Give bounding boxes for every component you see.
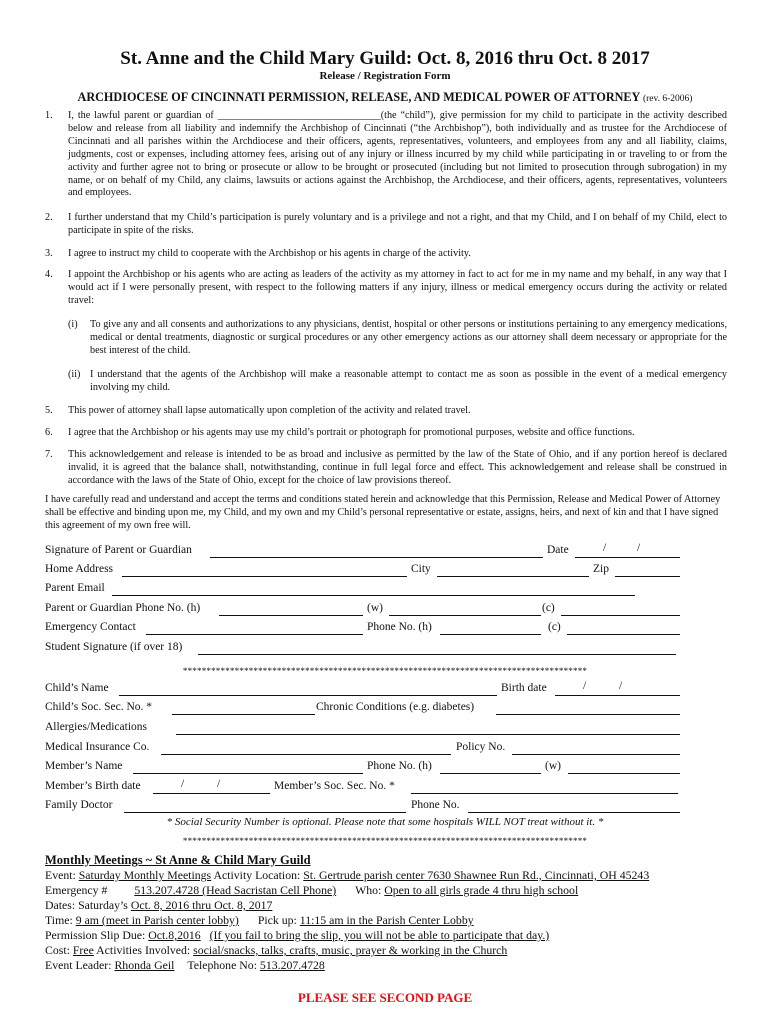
emergency-number-label: Emergency # xyxy=(45,883,108,897)
clause-4-i xyxy=(68,319,727,358)
child-name-row xyxy=(45,682,685,698)
members-ssn-label: Member’s Soc. Sec. No. * xyxy=(274,780,395,792)
emergency-contact-field[interactable] xyxy=(146,634,363,635)
members-birth-label: Member’s Birth date xyxy=(45,780,141,792)
childs-name-field[interactable] xyxy=(119,695,497,696)
clause-number: 3. xyxy=(45,248,53,259)
telephone-label: Telephone No: xyxy=(187,958,257,972)
leader-value: Rhonda Geil xyxy=(114,958,175,972)
clause-number: 1. xyxy=(45,110,53,121)
date-separator: / xyxy=(619,680,623,692)
allergies-row xyxy=(45,721,685,737)
insurance-field[interactable] xyxy=(161,754,451,755)
emergency-number-value: 513.207.4728 (Head Sacristan Cell Phone) xyxy=(134,883,337,897)
doctor-row xyxy=(45,799,685,815)
dates-row xyxy=(45,898,745,913)
event-row xyxy=(45,868,745,883)
clause-number: 7. xyxy=(45,449,53,460)
clause-text: I further understand that my Child’s participation is purely voluntary and is a privilege and not a right, and that my Child, and I on behalf of my Child, elect to participate in spite of the risks. xyxy=(68,212,727,236)
page-subtitle: Release / Registration Form xyxy=(319,70,451,82)
address-row xyxy=(45,563,685,579)
event-value: Saturday Monthly Meetings xyxy=(78,868,212,882)
chronic-conditions-field[interactable] xyxy=(496,714,680,715)
activities-value: social/snacks, talks, crafts, music, prayer & working in the Church xyxy=(193,943,508,957)
cost-value: Free xyxy=(72,943,94,957)
page-title: St. Anne and the Child Mary Guild: Oct. 8, 2016 thru Oct. 8 2017 xyxy=(120,48,650,69)
emergency-phone-c-label: (c) xyxy=(548,621,561,633)
clause-number: 5. xyxy=(45,405,53,416)
clause-text: This acknowledgement and release is intended to be as broad and inclusive as permitted by the law of the State of Ohio, and if any portion hereof is declared invalid, it is agreed that the balance shall, notwithstanding, continue in full legal force and effect. This acknowledgement and release shall be construed in accordance with the laws of the State of Ohio, except for the choice of law provisions thereof. xyxy=(68,449,727,486)
home-address-label: Home Address xyxy=(45,563,114,575)
parent-email-field[interactable] xyxy=(112,595,635,596)
time-row xyxy=(45,913,745,928)
clause-number: (ii) xyxy=(68,369,81,380)
clause-text: To give any and all consents and authorizations to any physicians, dentist, hospital or other persons or institutions pertaining to any emergency medications, medical or dental treatments, diagnostic or surgical procedures or any other emergency actions as our attorney shall deem necessary or appropriate for the best interest of the child. xyxy=(90,319,727,356)
member-phone-h-field[interactable] xyxy=(440,773,541,774)
who-label: Who: xyxy=(355,883,382,897)
clause-7 xyxy=(45,449,727,488)
student-signature-label: Student Signature (if over 18) xyxy=(45,641,183,653)
dates-value: Oct. 8, 2016 thru Oct. 8, 2017 xyxy=(130,898,273,912)
parent-phone-h-label: Parent or Guardian Phone No. (h) xyxy=(45,602,201,614)
slip-note: (If you fail to bring the slip, you will not be able to participate that day.) xyxy=(209,928,550,942)
time-value: 9 am (meet in Parish center lobby) xyxy=(75,913,239,927)
emergency-row xyxy=(45,621,685,637)
meetings-title: Monthly Meetings ~ St Anne & Child Mary Guild xyxy=(45,853,311,867)
second-page-notice: PLEASE SEE SECOND PAGE xyxy=(297,990,473,1005)
location-value: St. Gertrude parish center 7630 Shawnee Run Rd., Cincinnati, OH 45243 xyxy=(303,868,650,882)
chronic-conditions-label: Chronic Conditions (e.g. diabetes) xyxy=(316,701,475,713)
date-separator: / xyxy=(603,542,607,554)
emergency-phone-h-label: Phone No. (h) xyxy=(367,621,432,633)
clause-text: I understand that the agents of the Archbishop will make a reasonable attempt to contact me as soon as possible in the event of a medical emergency involving my child. xyxy=(90,369,727,393)
clause-6 xyxy=(45,427,727,440)
emergency-contact-label: Emergency Contact xyxy=(45,621,136,633)
family-doctor-field[interactable] xyxy=(124,812,406,813)
members-birth-field[interactable] xyxy=(153,793,270,794)
clause-text: I agree to instruct my child to cooperate with the Archbishop or his agents in charge of the activity. xyxy=(68,248,471,259)
parent-phone-h-field[interactable] xyxy=(219,615,363,616)
revision-label: (rev. 6-2006) xyxy=(642,94,693,104)
clause-4 xyxy=(45,269,727,308)
section-heading xyxy=(0,90,770,105)
emergency-phone-c-field[interactable] xyxy=(567,634,680,635)
emergency-info-row xyxy=(45,883,745,898)
childs-ssn-label: Child’s Soc. Sec. No. * xyxy=(45,701,153,713)
signature-field[interactable] xyxy=(210,557,543,558)
clause-text: I agree that the Archbishop or his agents may use my child’s portrait or photograph for promotional purposes, website and office functions. xyxy=(68,427,635,438)
members-name-label: Member’s Name xyxy=(45,760,123,772)
clause-number: (i) xyxy=(68,319,78,330)
date-separator: / xyxy=(181,778,185,790)
separator-stars: ************************************************************************************** xyxy=(182,836,588,846)
allergies-label: Allergies/Medications xyxy=(45,721,147,733)
zip-field[interactable] xyxy=(615,576,680,577)
slip-row xyxy=(45,928,745,943)
location-label: Activity Location: xyxy=(213,868,301,882)
clause-number: 4. xyxy=(45,269,53,280)
member-birth-row xyxy=(45,780,685,796)
signature-row xyxy=(45,544,685,560)
members-ssn-field[interactable] xyxy=(411,793,678,794)
date-field[interactable] xyxy=(575,557,680,558)
clause-5 xyxy=(45,405,727,418)
insurance-label: Medical Insurance Co. xyxy=(45,741,150,753)
pickup-value: 11:15 am in the Parish Center Lobby xyxy=(299,913,474,927)
ssn-note: * Social Security Number is optional. Please note that some hospitals WILL NOT treat without it. * xyxy=(166,816,604,828)
members-name-field[interactable] xyxy=(133,773,363,774)
pickup-label: Pick up: xyxy=(257,913,297,927)
heading-text: ARCHDIOCESE OF CINCINNATI PERMISSION, RELEASE, AND MEDICAL POWER OF ATTORNEY xyxy=(77,90,640,104)
clause-number: 2. xyxy=(45,212,53,223)
clause-text: I, the lawful parent or guardian of ________________________________(the “child”), give permission for my child to participate in the activity described below and release from all liability and indemnify the Archbishop of Cincinnati (“the Archbishop”), both individually and as trustee for the Archdiocese of Cincinnati and all parishes within the Archdiocese and their officers, agents, representatives, volunteers, and employees from any and all liability, claims, judgments, cost or expenses, including attorney fees, arising out of any injury or illness incurred by my child while participating in or traveling to or from the activity and further agree not to bring or prosecute or allow to be brought or prosecuted (including but not limited to prosecution through subrogation) in my name, or on behalf of my Child, any claims, lawsuits or actions against the Archbishop, the Archdiocese, and their officers, agents, representatives, volunteers and employees. xyxy=(68,110,727,199)
childs-ssn-field[interactable] xyxy=(172,714,315,715)
parent-phone-row xyxy=(45,602,685,618)
emergency-phone-h-field[interactable] xyxy=(440,634,541,635)
childs-name-label: Child’s Name xyxy=(45,682,109,694)
phone-w-label: (w) xyxy=(367,602,383,614)
clause-number: 6. xyxy=(45,427,53,438)
parent-email-label: Parent Email xyxy=(45,582,105,594)
member-name-row xyxy=(45,760,685,776)
slip-label: Permission Slip Due: xyxy=(45,928,146,942)
student-signature-row xyxy=(45,641,685,657)
child-ssn-row xyxy=(45,701,685,717)
leader-row xyxy=(45,958,745,973)
policy-field[interactable] xyxy=(512,754,680,755)
leader-label: Event Leader: xyxy=(45,958,112,972)
time-label: Time: xyxy=(45,913,73,927)
policy-label: Policy No. xyxy=(456,741,506,753)
home-address-field[interactable] xyxy=(122,576,407,577)
city-field[interactable] xyxy=(437,576,589,577)
dates-label: Dates: Saturday’s xyxy=(45,898,128,912)
signature-label: Signature of Parent or Guardian xyxy=(45,544,192,556)
parent-phone-w-field[interactable] xyxy=(389,615,541,616)
date-label: Date xyxy=(547,544,569,556)
cost-label: Cost: xyxy=(45,943,70,957)
member-phone-w-label: (w) xyxy=(545,760,561,772)
activities-label: Activities Involved: xyxy=(96,943,191,957)
clause-2 xyxy=(45,212,727,238)
who-value: Open to all girls grade 4 thru high school xyxy=(384,883,579,897)
insurance-row xyxy=(45,741,685,757)
allergies-field[interactable] xyxy=(176,734,680,735)
doctor-phone-label: Phone No. xyxy=(411,799,460,811)
city-label: City xyxy=(411,563,431,575)
date-separator: / xyxy=(637,542,641,554)
member-phone-h-label: Phone No. (h) xyxy=(367,760,432,772)
member-phone-w-field[interactable] xyxy=(568,773,680,774)
date-separator: / xyxy=(583,680,587,692)
phone-c-label: (c) xyxy=(542,602,555,614)
cost-row xyxy=(45,943,745,958)
birth-date-field[interactable] xyxy=(555,695,680,696)
slip-value: Oct.8,2016 xyxy=(148,928,201,942)
separator-stars: ************************************************************************************** xyxy=(182,666,588,676)
birth-date-label: Birth date xyxy=(501,682,547,694)
date-separator: / xyxy=(217,778,221,790)
clause-3 xyxy=(45,248,727,261)
clause-text: This power of attorney shall lapse automatically upon completion of the activity and related travel. xyxy=(68,405,471,416)
parent-phone-c-field[interactable] xyxy=(561,615,680,616)
clause-text: I appoint the Archbishop or his agents who are acting as leaders of the activity as my attorney in fact to act for me in my name and my behalf, in any way that I would act if I were personally present, with respect to the following matters if any injury, illness or medical emergency occurs during the activity or related travel: xyxy=(68,269,727,306)
zip-label: Zip xyxy=(593,563,609,575)
telephone-value: 513.207.4728 xyxy=(259,958,325,972)
acknowledgement-paragraph: I have carefully read and understand and accept the terms and conditions stated herein and acknowledge that this Permission, Release and Medical Power of Attorney shall be effective and binding upon me, my Child, and my own and my Child’s personal representative or estate, assigns, heirs, and next of kin and that I have signed this agreement of my own free will. xyxy=(45,494,721,531)
doctor-phone-field[interactable] xyxy=(468,812,680,813)
student-signature-field[interactable] xyxy=(198,654,676,655)
clause-4-ii xyxy=(68,369,727,395)
family-doctor-label: Family Doctor xyxy=(45,799,113,811)
email-row xyxy=(45,582,685,598)
event-label: Event: xyxy=(45,868,76,882)
clause-1 xyxy=(45,110,727,200)
